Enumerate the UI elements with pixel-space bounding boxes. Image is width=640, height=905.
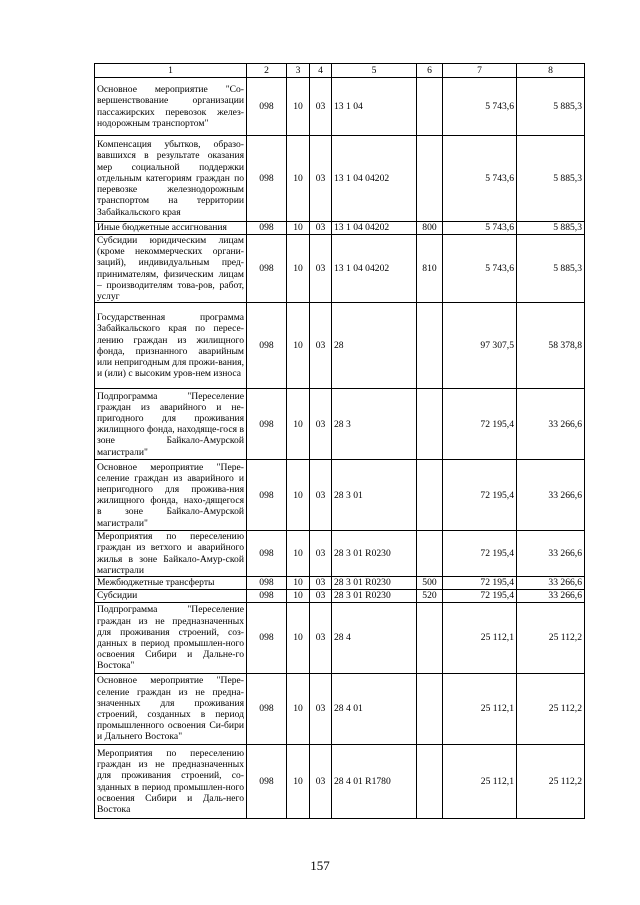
cell-code-col5: 28 (332, 303, 417, 389)
cell-code-col3: 10 (287, 222, 310, 235)
cell-amount-col7: 72 195,4 (443, 389, 517, 460)
cell-amount-col8: 25 112,2 (517, 674, 585, 745)
column-header: 4 (310, 64, 332, 78)
cell-amount-col7: 97 307,5 (443, 303, 517, 389)
cell-code-col4: 03 (310, 460, 332, 531)
cell-amount-col7: 72 195,4 (443, 460, 517, 531)
cell-code-col2: 098 (247, 603, 287, 674)
cell-code-col5: 28 4 01 (332, 674, 417, 745)
cell-code-col6 (417, 389, 443, 460)
cell-amount-col7: 72 195,4 (443, 590, 517, 603)
cell-code-col6: 800 (417, 222, 443, 235)
table-row (95, 577, 585, 590)
column-header: 3 (287, 64, 310, 78)
cell-amount-col7: 72 195,4 (443, 531, 517, 577)
cell-code-col5: 28 4 01 R1780 (332, 745, 417, 819)
cell-amount-col7: 5 743,6 (443, 235, 517, 303)
cell-code-col6 (417, 78, 443, 136)
column-header: 2 (247, 64, 287, 78)
cell-code-col4: 03 (310, 577, 332, 590)
cell-amount-col8: 33 266,6 (517, 590, 585, 603)
cell-code-col5: 13 1 04 04202 (332, 136, 417, 222)
row-description: Субсидии (95, 590, 247, 603)
cell-code-col5: 28 3 01 R0230 (332, 590, 417, 603)
column-header: 6 (417, 64, 443, 78)
row-description: Основное мероприятие "Пере-селение граждан из не предна-значенных для проживания строений, созданных в период промышленного освоения Си-бири и Дальнего Востока" (95, 674, 247, 745)
cell-amount-col7: 5 743,6 (443, 78, 517, 136)
cell-code-col6 (417, 603, 443, 674)
cell-code-col4: 03 (310, 590, 332, 603)
cell-code-col6 (417, 745, 443, 819)
cell-code-col2: 098 (247, 78, 287, 136)
cell-code-col5: 13 1 04 04202 (332, 235, 417, 303)
cell-code-col6 (417, 531, 443, 577)
row-description: Подпрограмма "Переселение граждан из аварийного и не-пригодного для проживания жилищного фонда, находяще-гося в зоне Байкало-Амурской магистрали" (95, 389, 247, 460)
cell-amount-col8: 33 266,6 (517, 531, 585, 577)
cell-amount-col7: 5 743,6 (443, 136, 517, 222)
cell-code-col2: 098 (247, 303, 287, 389)
column-header: 1 (95, 64, 247, 78)
cell-code-col2: 098 (247, 745, 287, 819)
cell-code-col5: 13 1 04 04202 (332, 222, 417, 235)
cell-code-col6: 810 (417, 235, 443, 303)
row-description: Субсидии юридическим лицам (кроме некоммерческих органи-заций), индивидуальным пред-принимателям, физическим лицам – производителям това-ров, работ, услуг (95, 235, 247, 303)
cell-code-col3: 10 (287, 603, 310, 674)
cell-code-col4: 03 (310, 389, 332, 460)
table-row (95, 303, 585, 389)
cell-amount-col7: 25 112,1 (443, 745, 517, 819)
cell-code-col2: 098 (247, 222, 287, 235)
cell-code-col3: 10 (287, 590, 310, 603)
cell-code-col4: 03 (310, 136, 332, 222)
cell-code-col6 (417, 460, 443, 531)
budget-table (94, 63, 585, 819)
row-description: Мероприятия по переселению граждан из ветхого и аварийного жилья в зоне Байкало-Амур-ской магистрали (95, 531, 247, 577)
cell-code-col3: 10 (287, 577, 310, 590)
cell-amount-col8: 58 378,8 (517, 303, 585, 389)
cell-code-col3: 10 (287, 531, 310, 577)
cell-code-col4: 03 (310, 603, 332, 674)
cell-code-col3: 10 (287, 674, 310, 745)
column-header: 8 (517, 64, 585, 78)
cell-code-col4: 03 (310, 235, 332, 303)
cell-code-col2: 098 (247, 389, 287, 460)
cell-code-col2: 098 (247, 460, 287, 531)
cell-amount-col8: 5 885,3 (517, 222, 585, 235)
column-header: 7 (443, 64, 517, 78)
cell-code-col4: 03 (310, 674, 332, 745)
row-description: Основное мероприятие "Со-вершенствование организации пассажирских перевозок желез-нодорожным транспортом" (95, 78, 247, 136)
row-description: Компенсация убытков, образо-вавшихся в результате оказания мер социальной поддержки отдельным категориям граждан по перевозке железнодорожным транспортом на территории Забайкальского края (95, 136, 247, 222)
cell-code-col3: 10 (287, 78, 310, 136)
cell-code-col6: 520 (417, 590, 443, 603)
table-row (95, 136, 585, 222)
row-description: Подпрограмма "Переселение граждан из не предназначенных для проживания строений, соз-данных в период промышлен-ного освоения Сибири и Дальне-го Востока" (95, 603, 247, 674)
table-row (95, 389, 585, 460)
cell-amount-col8: 25 112,2 (517, 745, 585, 819)
table-row (95, 745, 585, 819)
cell-code-col2: 098 (247, 136, 287, 222)
cell-code-col5: 28 4 (332, 603, 417, 674)
cell-code-col6 (417, 674, 443, 745)
table-body (95, 78, 585, 819)
cell-code-col5: 13 1 04 (332, 78, 417, 136)
cell-code-col4: 03 (310, 78, 332, 136)
row-description: Основное мероприятие "Пере-селение граждан из аварийного и непригодного для прожива-ния жилищного фонда, нахо-дящегося в зоне Байкало-Амурской магистрали" (95, 460, 247, 531)
cell-code-col6 (417, 136, 443, 222)
cell-amount-col8: 5 885,3 (517, 136, 585, 222)
table-row (95, 235, 585, 303)
cell-amount-col7: 25 112,1 (443, 674, 517, 745)
cell-code-col4: 03 (310, 222, 332, 235)
cell-code-col4: 03 (310, 745, 332, 819)
cell-code-col3: 10 (287, 460, 310, 531)
cell-code-col5: 28 3 01 (332, 460, 417, 531)
cell-code-col6: 500 (417, 577, 443, 590)
cell-code-col3: 10 (287, 136, 310, 222)
cell-code-col2: 098 (247, 590, 287, 603)
cell-code-col2: 098 (247, 674, 287, 745)
table-row (95, 222, 585, 235)
table-row (95, 78, 585, 136)
cell-amount-col8: 5 885,3 (517, 235, 585, 303)
cell-code-col5: 28 3 01 R0230 (332, 577, 417, 590)
cell-amount-col8: 33 266,6 (517, 460, 585, 531)
cell-code-col3: 10 (287, 389, 310, 460)
cell-code-col6 (417, 303, 443, 389)
cell-code-col3: 10 (287, 235, 310, 303)
cell-code-col3: 10 (287, 745, 310, 819)
cell-code-col4: 03 (310, 303, 332, 389)
row-description: Мероприятия по переселению граждан из не предназначенных для проживания строений, со-зданных в период промышлен-ного освоения Сибири и Даль-него Востока (95, 745, 247, 819)
table-row (95, 460, 585, 531)
header-row (95, 64, 585, 78)
table-row (95, 531, 585, 577)
cell-amount-col8: 25 112,2 (517, 603, 585, 674)
cell-code-col2: 098 (247, 577, 287, 590)
row-description: Межбюджетные трансферты (95, 577, 247, 590)
cell-code-col3: 10 (287, 303, 310, 389)
cell-amount-col7: 5 743,6 (443, 222, 517, 235)
cell-amount-col7: 25 112,1 (443, 603, 517, 674)
row-description: Государственная программа Забайкальского края по пересе-лению граждан из жилищного фонда, признанного аварийным или непригодным для прожи-вания, и (или) с высоким уров-нем износа (95, 303, 247, 389)
cell-code-col5: 28 3 (332, 389, 417, 460)
cell-code-col2: 098 (247, 531, 287, 577)
cell-code-col2: 098 (247, 235, 287, 303)
table-row (95, 674, 585, 745)
cell-amount-col7: 72 195,4 (443, 577, 517, 590)
table-row (95, 603, 585, 674)
cell-amount-col8: 33 266,6 (517, 389, 585, 460)
cell-code-col4: 03 (310, 531, 332, 577)
cell-amount-col8: 5 885,3 (517, 78, 585, 136)
cell-code-col5: 28 3 01 R0230 (332, 531, 417, 577)
table-row (95, 590, 585, 603)
column-header: 5 (332, 64, 417, 78)
page-number: 157 (310, 858, 330, 873)
cell-amount-col8: 33 266,6 (517, 577, 585, 590)
row-description: Иные бюджетные ассигнования (95, 222, 247, 235)
